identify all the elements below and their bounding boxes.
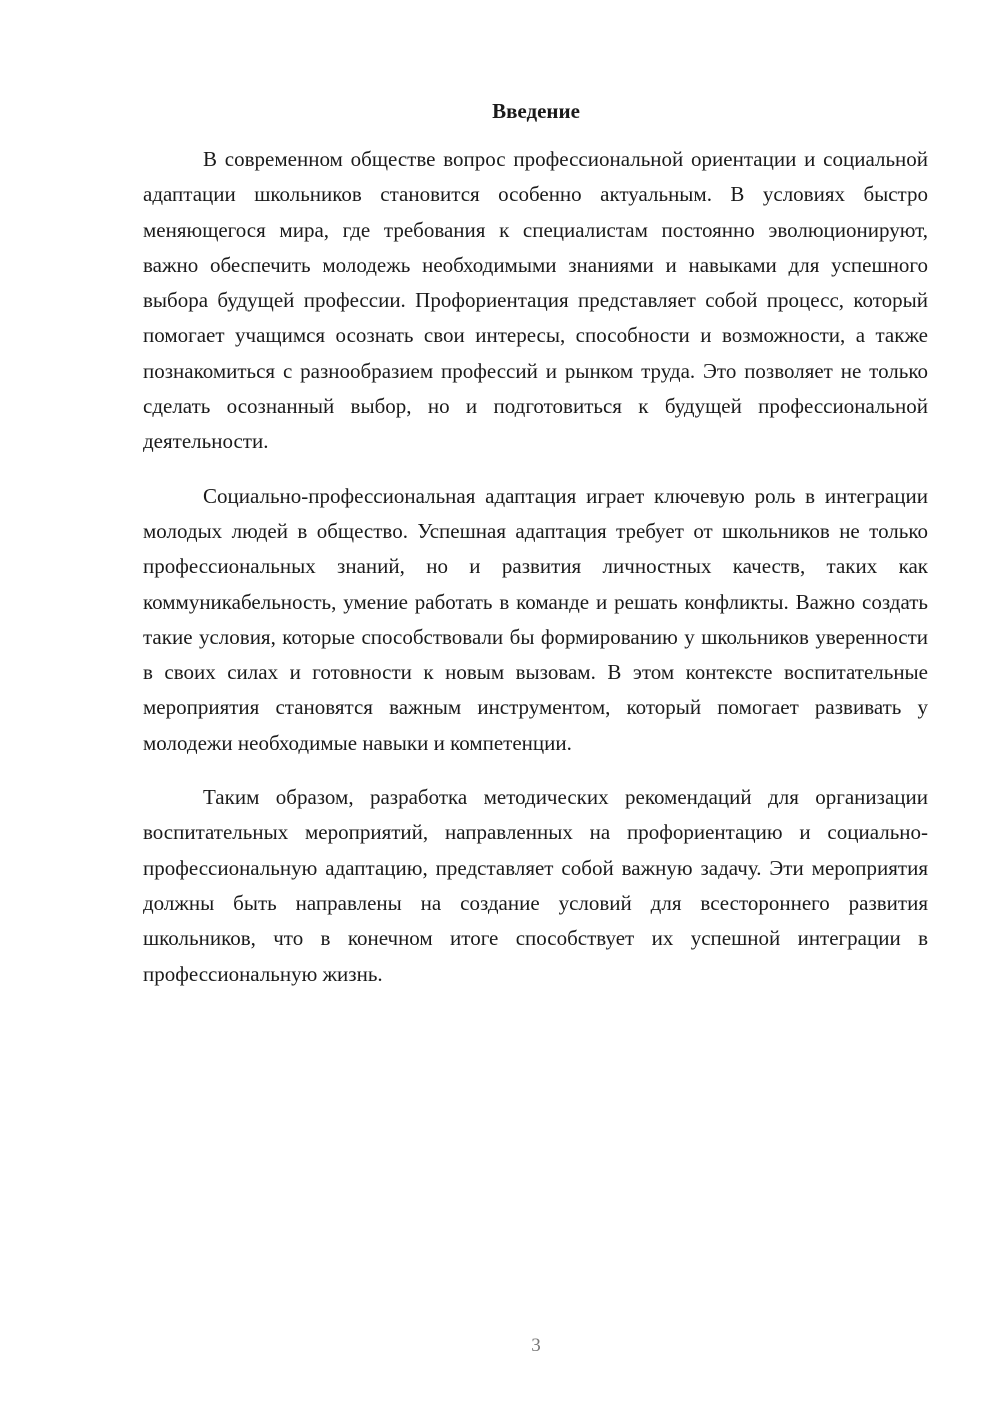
- paragraph-2: Социально-профессиональная адаптация играет ключевую роль в интеграции молодых людей в общество. Успешная адаптация требует от школьников не только профессиональных знаний, но и развития личностных качеств, таких как коммуникабельность, умение работать в команде и решать конфликты. Важно создать такие условия, которые способствовали бы формированию у школьников уверенности в своих силах и готовности к новым вызовам. В этом контексте воспитательные мероприятия становятся важным инструментом, который помогает развивать у молодежи необходимые навыки и компетенции.: [143, 483, 928, 755]
- paragraph-3: Таким образом, разработка методических рекомендаций для организации воспитательных мероприятий, направленных на профориентацию и социально-профессиональную адаптацию, представляет собой важную задачу. Эти мероприятия должны быть направлены на создание условий для всестороннего развития школьников, что в конечном итоге способствует их успешной интеграции в профессиональную жизнь.: [143, 785, 928, 986]
- text-body: [143, 142, 928, 992]
- section-heading: Введение: [492, 99, 580, 123]
- page-number: 3: [531, 1335, 541, 1356]
- paragraph-1: В современном обществе вопрос профессиональной ориентации и социальной адаптации школьников становится особенно актуальным. В условиях быстро меняющегося мира, где требования к специалистам постоянно эволюционируют, важно обеспечить молодежь необходимыми знаниями и навыками для успешного выбора будущей профессии. Профориентация представляет собой процесс, который помогает учащимся осознать свои интересы, способности и возможности, а также познакомиться с разнообразием профессий и рынком труда. Это позволяет не только сделать осознанный выбор, но и подготовиться к будущей профессиональной деятельности.: [143, 147, 928, 454]
